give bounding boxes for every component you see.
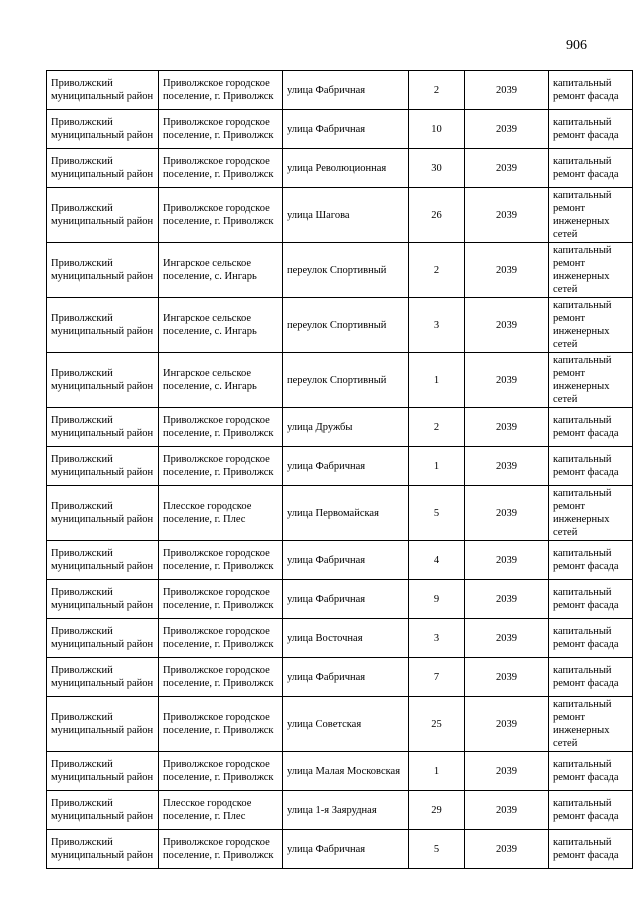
street-cell: переулок Спортивный	[283, 298, 409, 353]
district-cell: Приволжский муниципальный район	[47, 188, 159, 243]
district-cell: Приволжский муниципальный район	[47, 447, 159, 486]
settlement-cell: Приволжское городское поселение, г. Приволжск	[159, 541, 283, 580]
settlement-cell: Плесское городское поселение, г. Плес	[159, 486, 283, 541]
settlement-cell: Приволжское городское поселение, г. Приволжск	[159, 447, 283, 486]
settlement-cell: Ингарское сельское поселение, с. Ингарь	[159, 243, 283, 298]
year-cell: 2039	[465, 791, 549, 830]
district-cell: Приволжский муниципальный район	[47, 830, 159, 869]
street-cell: улица Восточная	[283, 619, 409, 658]
house-number-cell: 5	[409, 830, 465, 869]
year-cell: 2039	[465, 408, 549, 447]
table-row	[47, 408, 633, 447]
work-type-cell: капитальный ремонт фасада	[549, 149, 633, 188]
work-type-cell: капитальный ремонт фасада	[549, 752, 633, 791]
settlement-cell: Плесское городское поселение, г. Плес	[159, 791, 283, 830]
settlement-cell: Приволжское городское поселение, г. Приволжск	[159, 408, 283, 447]
house-number-cell: 3	[409, 619, 465, 658]
table-row	[47, 71, 633, 110]
house-number-cell: 4	[409, 541, 465, 580]
table-row	[47, 752, 633, 791]
district-cell: Приволжский муниципальный район	[47, 243, 159, 298]
settlement-cell: Приволжское городское поселение, г. Приволжск	[159, 752, 283, 791]
house-number-cell: 29	[409, 791, 465, 830]
house-number-cell: 1	[409, 752, 465, 791]
year-cell: 2039	[465, 243, 549, 298]
table-row	[47, 298, 633, 353]
year-cell: 2039	[465, 188, 549, 243]
house-number-cell: 5	[409, 486, 465, 541]
table-row	[47, 188, 633, 243]
table-row	[47, 830, 633, 869]
street-cell: улица Советская	[283, 697, 409, 752]
settlement-cell: Приволжское городское поселение, г. Приволжск	[159, 188, 283, 243]
house-number-cell: 1	[409, 353, 465, 408]
house-number-cell: 2	[409, 408, 465, 447]
year-cell: 2039	[465, 697, 549, 752]
registry-table	[46, 70, 633, 869]
year-cell: 2039	[465, 541, 549, 580]
district-cell: Приволжский муниципальный район	[47, 298, 159, 353]
settlement-cell: Приволжское городское поселение, г. Приволжск	[159, 149, 283, 188]
year-cell: 2039	[465, 71, 549, 110]
street-cell: улица Первомайская	[283, 486, 409, 541]
street-cell: улица Фабричная	[283, 110, 409, 149]
district-cell: Приволжский муниципальный район	[47, 619, 159, 658]
street-cell: улица Фабричная	[283, 830, 409, 869]
house-number-cell: 30	[409, 149, 465, 188]
year-cell: 2039	[465, 353, 549, 408]
house-number-cell: 10	[409, 110, 465, 149]
table-row	[47, 353, 633, 408]
house-number-cell: 25	[409, 697, 465, 752]
work-type-cell: капитальный ремонт фасада	[549, 580, 633, 619]
work-type-cell: капитальный ремонт инженерных сетей	[549, 188, 633, 243]
street-cell: переулок Спортивный	[283, 353, 409, 408]
year-cell: 2039	[465, 752, 549, 791]
work-type-cell: капитальный ремонт фасада	[549, 71, 633, 110]
street-cell: улица 1-я Заярудная	[283, 791, 409, 830]
street-cell: улица Революционная	[283, 149, 409, 188]
year-cell: 2039	[465, 110, 549, 149]
district-cell: Приволжский муниципальный район	[47, 580, 159, 619]
district-cell: Приволжский муниципальный район	[47, 697, 159, 752]
table-row	[47, 580, 633, 619]
house-number-cell: 7	[409, 658, 465, 697]
district-cell: Приволжский муниципальный район	[47, 486, 159, 541]
table-row	[47, 110, 633, 149]
house-number-cell: 1	[409, 447, 465, 486]
table-row	[47, 541, 633, 580]
work-type-cell: капитальный ремонт инженерных сетей	[549, 697, 633, 752]
work-type-cell: капитальный ремонт инженерных сетей	[549, 298, 633, 353]
street-cell: улица Фабричная	[283, 447, 409, 486]
street-cell: улица Фабричная	[283, 580, 409, 619]
year-cell: 2039	[465, 619, 549, 658]
table-row	[47, 149, 633, 188]
year-cell: 2039	[465, 658, 549, 697]
settlement-cell: Приволжское городское поселение, г. Приволжск	[159, 619, 283, 658]
house-number-cell: 2	[409, 71, 465, 110]
district-cell: Приволжский муниципальный район	[47, 791, 159, 830]
table-row	[47, 486, 633, 541]
table-row	[47, 658, 633, 697]
work-type-cell: капитальный ремонт фасада	[549, 830, 633, 869]
work-type-cell: капитальный ремонт инженерных сетей	[549, 353, 633, 408]
house-number-cell: 2	[409, 243, 465, 298]
year-cell: 2039	[465, 447, 549, 486]
page-number: 906	[566, 38, 587, 53]
settlement-cell: Приволжское городское поселение, г. Приволжск	[159, 71, 283, 110]
district-cell: Приволжский муниципальный район	[47, 353, 159, 408]
street-cell: улица Малая Московская	[283, 752, 409, 791]
district-cell: Приволжский муниципальный район	[47, 408, 159, 447]
house-number-cell: 26	[409, 188, 465, 243]
table-row	[47, 697, 633, 752]
street-cell: улица Фабричная	[283, 658, 409, 697]
work-type-cell: капитальный ремонт фасада	[549, 658, 633, 697]
district-cell: Приволжский муниципальный район	[47, 71, 159, 110]
settlement-cell: Приволжское городское поселение, г. Приволжск	[159, 580, 283, 619]
district-cell: Приволжский муниципальный район	[47, 658, 159, 697]
settlement-cell: Приволжское городское поселение, г. Приволжск	[159, 110, 283, 149]
street-cell: улица Шагова	[283, 188, 409, 243]
district-cell: Приволжский муниципальный район	[47, 752, 159, 791]
settlement-cell: Приволжское городское поселение, г. Приволжск	[159, 830, 283, 869]
street-cell: улица Фабричная	[283, 541, 409, 580]
year-cell: 2039	[465, 149, 549, 188]
street-cell: улица Фабричная	[283, 71, 409, 110]
settlement-cell: Ингарское сельское поселение, с. Ингарь	[159, 353, 283, 408]
table-row	[47, 243, 633, 298]
table-row	[47, 619, 633, 658]
work-type-cell: капитальный ремонт фасада	[549, 619, 633, 658]
work-type-cell: капитальный ремонт фасада	[549, 110, 633, 149]
work-type-cell: капитальный ремонт инженерных сетей	[549, 486, 633, 541]
street-cell: улица Дружбы	[283, 408, 409, 447]
district-cell: Приволжский муниципальный район	[47, 541, 159, 580]
work-type-cell: капитальный ремонт инженерных сетей	[549, 243, 633, 298]
year-cell: 2039	[465, 580, 549, 619]
table-row	[47, 791, 633, 830]
district-cell: Приволжский муниципальный район	[47, 110, 159, 149]
year-cell: 2039	[465, 298, 549, 353]
house-number-cell: 3	[409, 298, 465, 353]
work-type-cell: капитальный ремонт фасада	[549, 791, 633, 830]
work-type-cell: капитальный ремонт фасада	[549, 408, 633, 447]
year-cell: 2039	[465, 486, 549, 541]
street-cell: переулок Спортивный	[283, 243, 409, 298]
settlement-cell: Приволжское городское поселение, г. Приволжск	[159, 697, 283, 752]
settlement-cell: Ингарское сельское поселение, с. Ингарь	[159, 298, 283, 353]
house-number-cell: 9	[409, 580, 465, 619]
registry-table-body	[47, 71, 633, 869]
year-cell: 2039	[465, 830, 549, 869]
settlement-cell: Приволжское городское поселение, г. Приволжск	[159, 658, 283, 697]
work-type-cell: капитальный ремонт фасада	[549, 447, 633, 486]
work-type-cell: капитальный ремонт фасада	[549, 541, 633, 580]
district-cell: Приволжский муниципальный район	[47, 149, 159, 188]
table-row	[47, 447, 633, 486]
